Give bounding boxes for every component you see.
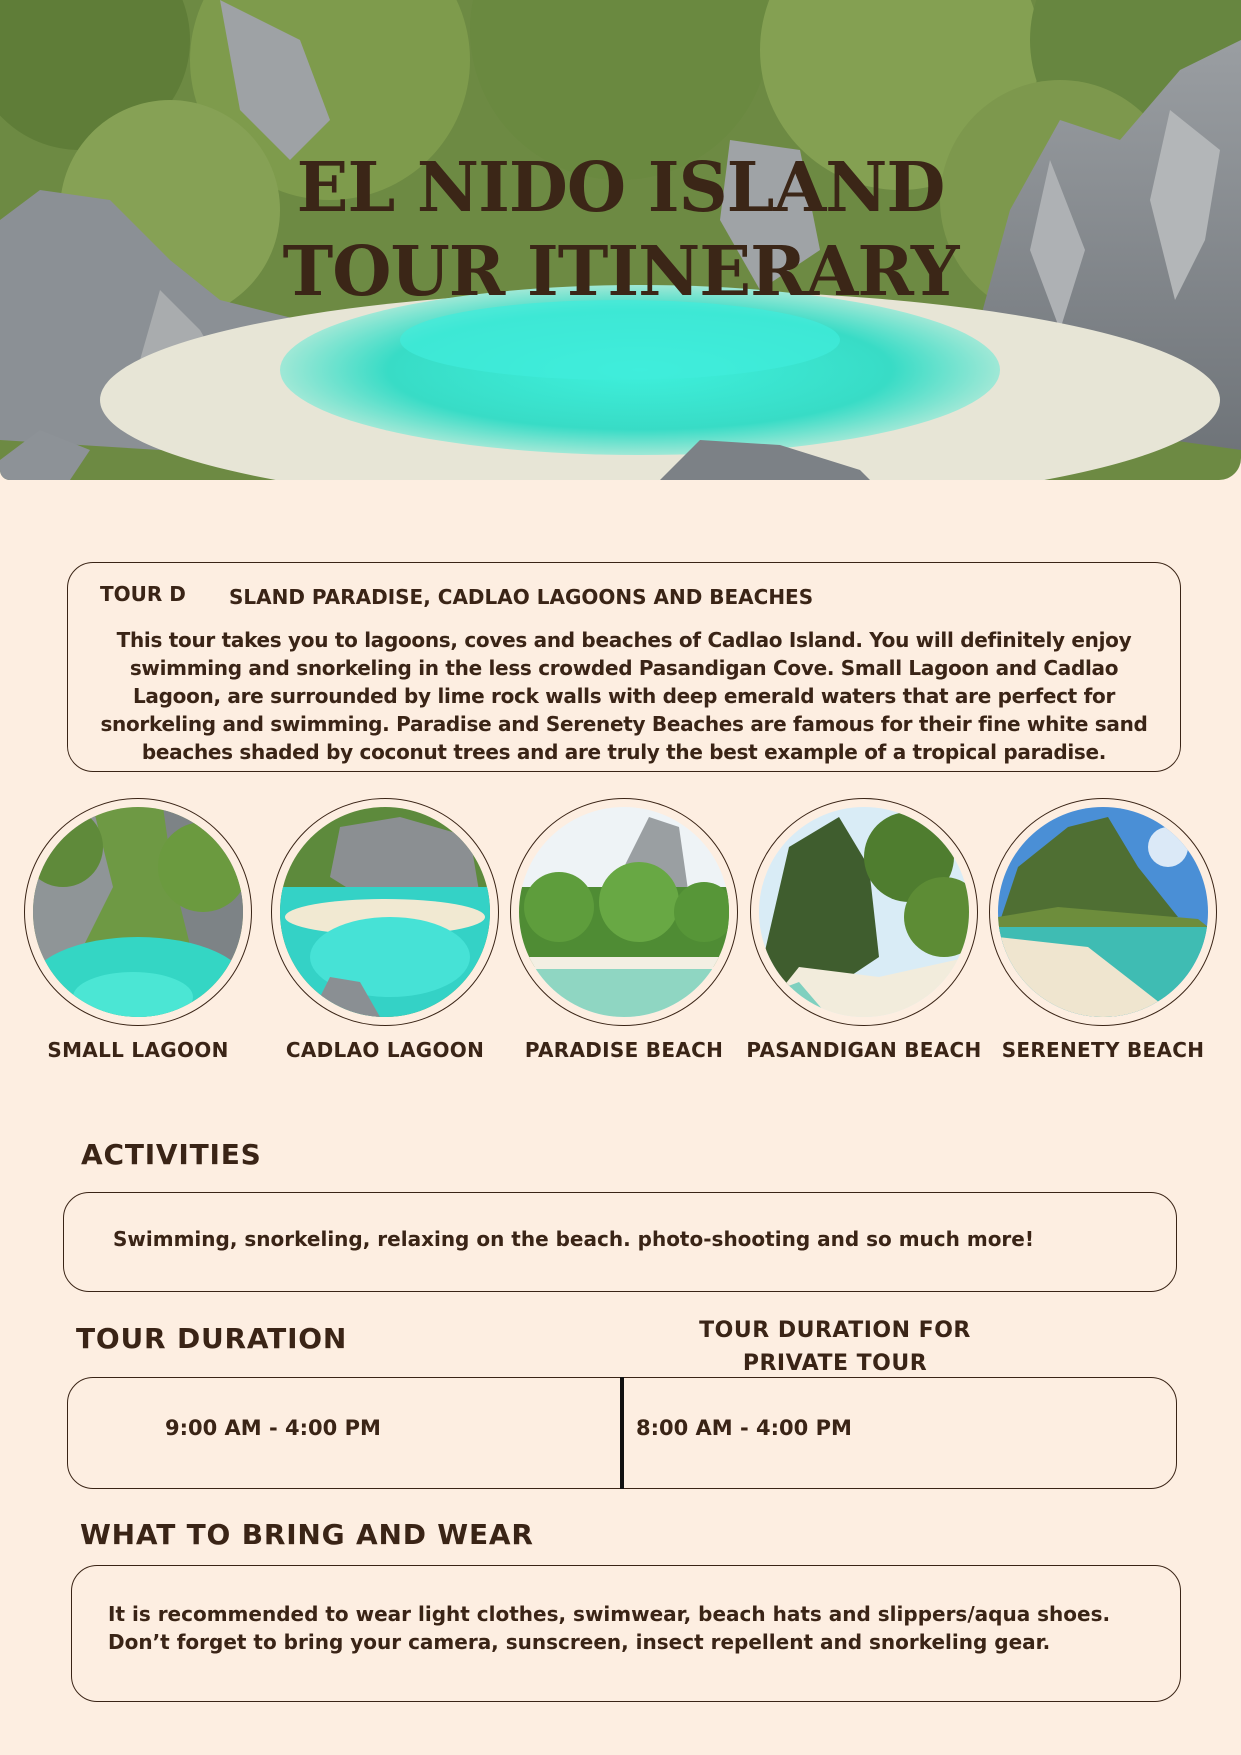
place-photo-frame	[750, 798, 978, 1026]
place-label: PARADISE BEACH	[524, 1038, 724, 1062]
place-photo-frame	[271, 798, 499, 1026]
regular-tour-time: 9:00 AM - 4:00 PM	[165, 1416, 381, 1440]
small-lagoon-photo	[33, 807, 243, 1017]
pasandigan-beach-photo	[759, 807, 969, 1017]
place-photo-frame	[510, 798, 738, 1026]
place-label: CADLAO LAGOON	[285, 1038, 485, 1062]
tour-name: SLAND PARADISE, CADLAO LAGOONS AND BEACHES	[229, 585, 814, 609]
paradise-beach-photo	[519, 807, 729, 1017]
duration-divider	[620, 1377, 624, 1489]
place-label: SERENETY BEACH	[1001, 1038, 1205, 1062]
place-label: PASANDIGAN BEACH	[746, 1038, 982, 1062]
cadlao-lagoon-photo	[280, 807, 490, 1017]
activities-text: Swimming, snorkeling, relaxing on the beach. photo-shooting and so much more!	[113, 1227, 1034, 1251]
place-paradise-beach	[510, 798, 738, 1062]
place-small-lagoon	[24, 798, 252, 1062]
place-label: SMALL LAGOON	[47, 1038, 229, 1062]
place-cadlao-lagoon	[271, 798, 499, 1062]
private-tour-time: 8:00 AM - 4:00 PM	[636, 1416, 852, 1440]
what-to-bring-title: WHAT TO BRING AND WEAR	[80, 1518, 534, 1551]
hero-banner	[0, 0, 1241, 480]
place-photo-frame	[24, 798, 252, 1026]
place-serenety-beach	[989, 798, 1217, 1062]
place-photo-frame	[989, 798, 1217, 1026]
private-tour-duration-title: TOUR DURATION FOR PRIVATE TOUR	[699, 1318, 971, 1376]
activities-title: ACTIVITIES	[81, 1138, 262, 1171]
tour-description: This tour takes you to lagoons, coves and beaches of Cadlao Island. You will definitely enjoy swimming and snorkeling in the less crowded Pasandigan Cove. Small Lagoon and Cadlao Lagoon, are surrounded by lime rock walls with deep emerald waters that are perfect for snorkeling and swimming. Paradise and Serenety Beaches are famous for their fine white sand beaches shaded by coconut trees and are truly the best example of a tropical paradise.	[100, 628, 1148, 764]
tour-duration-title: TOUR DURATION	[76, 1322, 348, 1355]
hero-title-line2: TOUR ITINERARY	[282, 232, 959, 312]
what-to-bring-text: It is recommended to wear light clothes, swimwear, beach hats and slippers/aqua shoes. Don’t forget to bring your camera, sunscreen, insect repellent and snorkeling gear.	[108, 1602, 1111, 1654]
hero-title-line1: EL NIDO ISLAND	[296, 148, 945, 228]
serenety-beach-photo	[998, 807, 1208, 1017]
place-pasandigan-beach	[746, 798, 982, 1062]
tour-code: TOUR D	[100, 582, 186, 606]
